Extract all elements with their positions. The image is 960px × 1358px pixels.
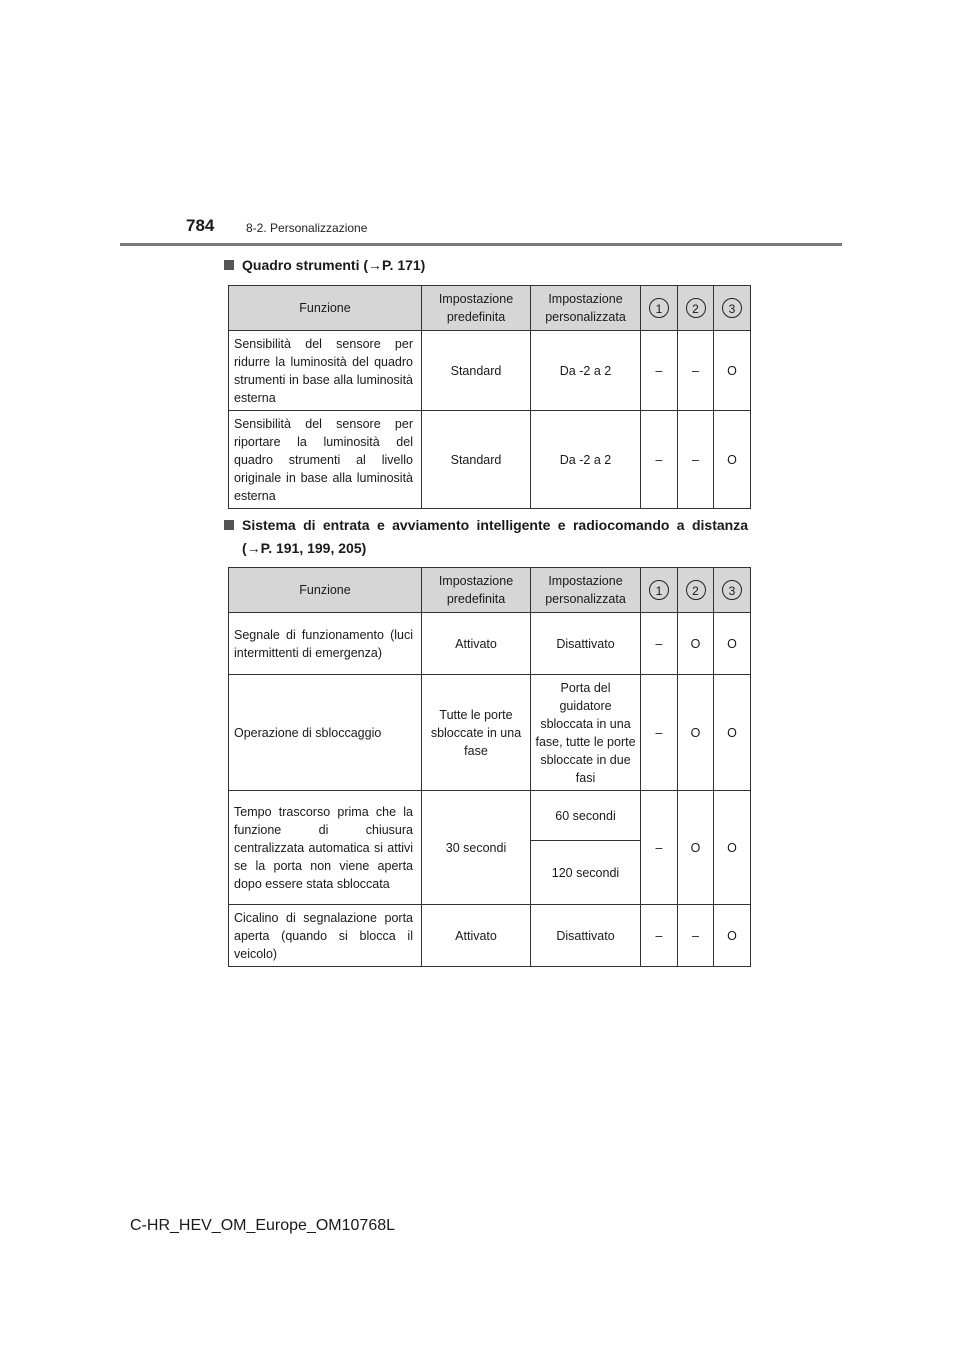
- cell-c1: –: [641, 675, 678, 791]
- col-header-default: Impostazione predefinita: [422, 568, 531, 613]
- cell-default: Standard: [422, 411, 531, 509]
- cell-function: Cicalino di segnalazione porta aperta (quando si blocca il veicolo): [229, 905, 422, 967]
- cell-c2: O: [678, 791, 714, 905]
- table-row: [229, 411, 751, 509]
- col-header-3: [714, 568, 751, 613]
- cell-function: Operazione di sbloccaggio: [229, 675, 422, 791]
- heading-text: Quadro strumenti (→P. 171): [242, 257, 426, 273]
- cell-default: Standard: [422, 331, 531, 411]
- table-row: [229, 675, 751, 791]
- cell-c2: –: [678, 331, 714, 411]
- cell-c2: O: [678, 675, 714, 791]
- cell-function: Sensibilità del sensore per riportare la luminosità del quadro strumenti al livello originale in base alla luminosità esterna: [229, 411, 422, 509]
- table-header-row: [229, 286, 751, 331]
- page-number: 784: [186, 216, 215, 235]
- col-header-custom: Impostazione personalizzata: [531, 568, 641, 613]
- cell-custom: Da -2 a 2: [531, 411, 641, 509]
- col-header-2: [678, 568, 714, 613]
- cell-custom: Da -2 a 2: [531, 331, 641, 411]
- cell-c2: –: [678, 905, 714, 967]
- col-header-function: Funzione: [229, 568, 422, 613]
- cell-default: Attivato: [422, 905, 531, 967]
- table-row: [229, 331, 751, 411]
- cell-function: Tempo trascorso prima che la funzione di chiusura centralizzata automatica si attivi se la porta non viene aperta dopo essere stata sbloccata: [229, 791, 422, 905]
- heading-sistema-entrata: [224, 514, 748, 560]
- square-bullet-icon: [224, 520, 234, 530]
- cell-c1: –: [641, 905, 678, 967]
- table-sistema-entrata: [228, 567, 751, 967]
- cell-custom: Porta del guidatore sbloccata in una fase, tutte le porte sbloccate in due fasi: [531, 675, 641, 791]
- col-header-2: [678, 286, 714, 331]
- table-header-row: [229, 568, 751, 613]
- cell-c3: O: [714, 613, 751, 675]
- cell-c2: O: [678, 613, 714, 675]
- circled-2-icon: 2: [686, 580, 706, 600]
- cell-c1: –: [641, 613, 678, 675]
- circled-1-icon: 1: [649, 580, 669, 600]
- circled-2-icon: 2: [686, 298, 706, 318]
- col-header-function: Funzione: [229, 286, 422, 331]
- document-code: C-HR_HEV_OM_Europe_OM10768L: [130, 1217, 396, 1234]
- col-header-custom: Impostazione personalizzata: [531, 286, 641, 331]
- heading-quadro-strumenti: [224, 254, 748, 277]
- col-header-3: [714, 286, 751, 331]
- cell-c3: O: [714, 791, 751, 905]
- col-header-1: [641, 568, 678, 613]
- table-quadro-strumenti: [228, 285, 751, 509]
- col-header-1: [641, 286, 678, 331]
- cell-function: Sensibilità del sensore per ridurre la luminosità del quadro strumenti in base alla luminosità esterna: [229, 331, 422, 411]
- col-header-default: Impostazione predefinita: [422, 286, 531, 331]
- cell-custom: Disattivato: [531, 613, 641, 675]
- cell-c3: O: [714, 411, 751, 509]
- cell-custom-a: 60 secondi: [531, 791, 641, 841]
- cell-default: Tutte le porte sbloccate in una fase: [422, 675, 531, 791]
- cell-c3: O: [714, 675, 751, 791]
- heading-text: Sistema di entrata e avviamento intelligente e radiocomando a distanza (→P. 191, 199, 205): [242, 517, 748, 556]
- circled-3-icon: 3: [722, 298, 742, 318]
- circled-3-icon: 3: [722, 580, 742, 600]
- cell-c1: –: [641, 791, 678, 905]
- section-title: 8-2. Personalizzazione: [246, 221, 368, 235]
- table-row: [229, 905, 751, 967]
- cell-c2: –: [678, 411, 714, 509]
- table-row: [229, 613, 751, 675]
- cell-c1: –: [641, 411, 678, 509]
- cell-default: Attivato: [422, 613, 531, 675]
- cell-function: Segnale di funzionamento (luci intermittenti di emergenza): [229, 613, 422, 675]
- cell-default: 30 secondi: [422, 791, 531, 905]
- cell-c3: O: [714, 905, 751, 967]
- circled-1-icon: 1: [649, 298, 669, 318]
- table-row: [229, 791, 751, 841]
- cell-c3: O: [714, 331, 751, 411]
- square-bullet-icon: [224, 260, 234, 270]
- cell-custom: Disattivato: [531, 905, 641, 967]
- header-divider: [120, 243, 842, 246]
- cell-c1: –: [641, 331, 678, 411]
- cell-custom-b: 120 secondi: [531, 841, 641, 905]
